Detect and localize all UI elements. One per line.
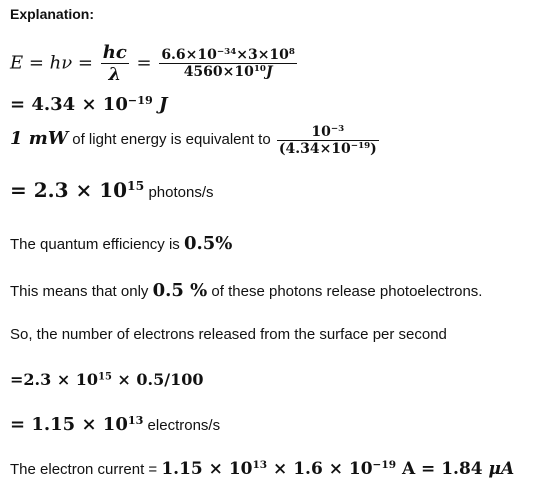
exponent: 13: [127, 413, 144, 427]
numeric-fraction: [159, 47, 297, 80]
denominator-part: 4560×10: [183, 64, 254, 80]
unit: J: [152, 94, 168, 115]
explanation-heading: Explanation:: [10, 6, 95, 22]
value-text: 1.15 × 10: [161, 459, 253, 479]
equivalence-text: of light energy is equivalent to: [68, 131, 275, 149]
exponent: 15: [127, 178, 145, 194]
denominator-part: (4.34×10: [278, 141, 351, 157]
numerator-part: 6.6×10: [161, 47, 217, 63]
photon-rate-value: [10, 178, 144, 202]
exponent: −19: [350, 141, 371, 152]
fraction-numerator: [277, 124, 379, 141]
energy-value: = 4.34 × 10: [10, 94, 128, 115]
numerator-part: 10: [311, 124, 331, 140]
fraction-denominator: [277, 141, 379, 157]
value-text: = 2.3 × 10: [10, 178, 128, 202]
sentence-text: This means that only: [10, 283, 153, 300]
exponent: 15: [98, 371, 112, 383]
percent-value: 0.5 %: [152, 280, 208, 301]
value-text: =2.3 × 10: [10, 370, 99, 389]
energy-equation: [10, 42, 299, 85]
light-energy-equivalence: [10, 124, 381, 157]
sentence-text: So, the number of electrons released from the surface per second: [10, 326, 447, 343]
electron-rate: [10, 414, 220, 435]
value-text: = 1.15 × 10: [10, 414, 128, 435]
electron-current-line: [10, 459, 514, 479]
unit: photons/s: [144, 184, 214, 201]
exponent: 13: [252, 459, 268, 472]
energy-lhs: E = hν =: [10, 52, 99, 74]
hc-over-lambda-fraction: [101, 42, 129, 85]
unit: electrons/s: [143, 417, 221, 434]
value-text: A = 1.84: [396, 459, 489, 479]
exponent: 10: [253, 64, 266, 75]
power-value: 1 mW: [10, 128, 69, 150]
photoelectron-fraction-line: [10, 280, 482, 301]
fraction-denominator: λ: [108, 64, 122, 85]
value-text: × 1.6 × 10: [267, 459, 373, 479]
denominator-unit: J: [265, 64, 273, 80]
efficiency-value: 0.5%: [183, 233, 233, 254]
fraction-numerator: hc: [102, 42, 127, 63]
exponent: −34: [216, 47, 237, 58]
denominator-part: ): [370, 141, 377, 157]
sentence-text: of these photons release photoelectrons.: [207, 283, 483, 300]
exponent: −3: [330, 124, 345, 135]
unit: μA: [488, 459, 515, 479]
quantum-efficiency-line: [10, 233, 232, 254]
current-expression: [161, 459, 514, 479]
electron-rate-value: [10, 414, 143, 435]
exponent: −19: [372, 459, 397, 472]
fraction-denominator: [159, 64, 297, 80]
value-text: × 0.5/100: [111, 370, 204, 389]
photon-count-fraction: [277, 124, 379, 157]
photon-rate: [10, 178, 214, 202]
numerator-part: ×3×10: [236, 47, 289, 63]
sentence-text: The quantum efficiency is: [10, 236, 184, 253]
electrons-released-line: [10, 326, 447, 343]
exponent: 8: [288, 47, 295, 58]
exponent: −19: [127, 93, 153, 107]
electron-count-expression: [10, 370, 203, 389]
equals-sign: =: [130, 52, 158, 74]
fraction-numerator: [159, 47, 297, 64]
energy-result: [10, 94, 168, 115]
sentence-text: The electron current =: [10, 461, 162, 478]
